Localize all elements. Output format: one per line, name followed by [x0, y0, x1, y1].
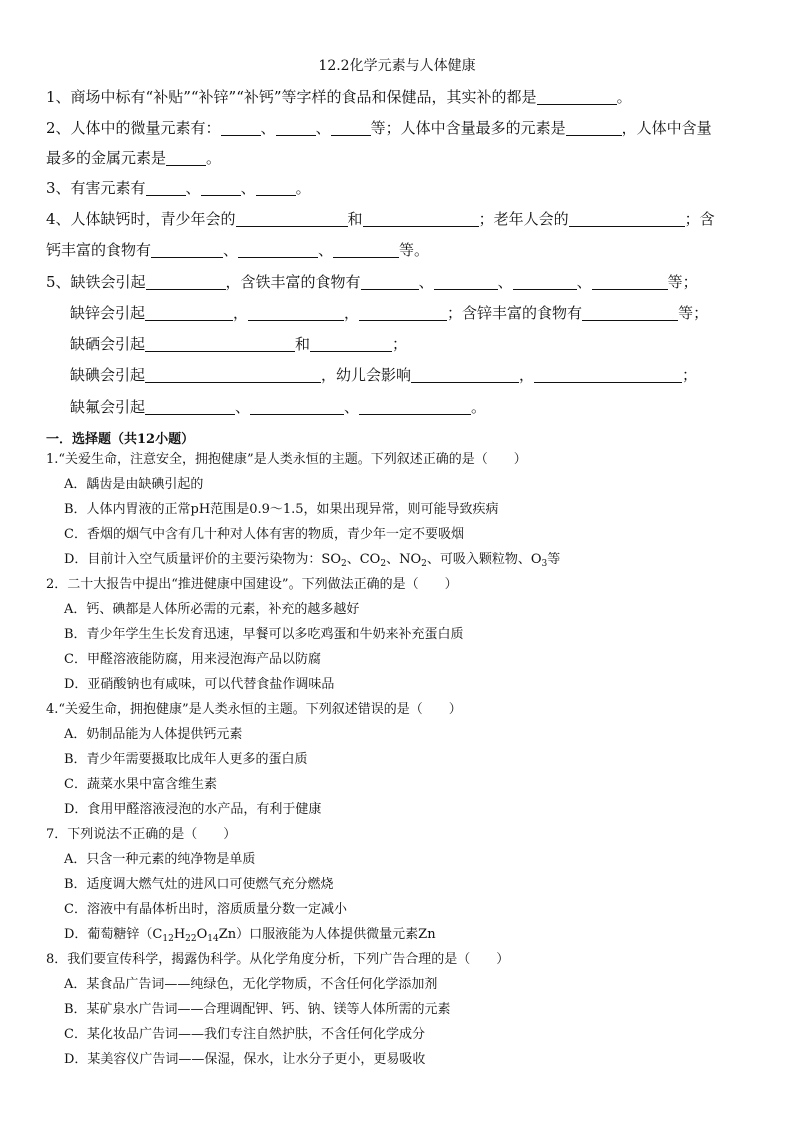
fill-text: 5、缺铁会引起	[46, 273, 146, 291]
subscript: 12	[162, 934, 174, 944]
answer-blank[interactable]	[333, 239, 399, 258]
fill-line-2	[46, 113, 754, 143]
fill-line-7	[46, 267, 754, 297]
option-text: Zn）口服液能为人体提供微量元素Zn	[218, 927, 436, 942]
fill-line-5	[46, 204, 754, 234]
fill-text: 等。	[399, 241, 430, 259]
answer-blank[interactable]	[582, 302, 678, 321]
option-c[interactable]: C．蔬菜水果中富含维生素	[64, 777, 217, 792]
answer-blank[interactable]	[592, 271, 668, 290]
option-b[interactable]: B．青少年学生生长发育迅速，早餐可以多吃鸡蛋和牛奶来补充蛋白质	[64, 627, 464, 642]
separator: 、	[235, 398, 251, 416]
option-text: D．葡萄糖锌（C	[64, 927, 163, 942]
option-d[interactable]: D．亚硝酸钠也有咸味，可以代替食盐作调味品	[64, 677, 335, 692]
answer-blank[interactable]	[331, 117, 371, 136]
fill-line-11	[70, 392, 754, 422]
answer-blank[interactable]	[201, 177, 241, 196]
option-text: 、可吸入颗粒物、O	[426, 552, 542, 567]
answer-blank[interactable]	[566, 117, 622, 136]
answer-blank[interactable]	[310, 333, 392, 352]
fill-text: 。	[206, 149, 222, 167]
fill-text: ；含锌丰富的食物有	[447, 304, 583, 322]
fill-text: 缺氟会引起	[70, 398, 146, 416]
fill-line-6	[46, 235, 754, 265]
fill-line-1	[46, 82, 754, 112]
question-stem: 4.“关爱生命，拥抱健康”是人类永恒的主题。下列叙述错误的是（ ）	[46, 702, 462, 717]
answer-blank[interactable]	[569, 208, 685, 227]
fill-text: 和	[295, 335, 311, 353]
option-text: D．目前计入空气质量评价的主要污染物为：SO	[64, 552, 341, 567]
option-a[interactable]: A．某食品广告词——纯绿色，无化学物质，不含任何化学添加剂	[64, 977, 438, 992]
option-a[interactable]: A．钙、碘都是人体所必需的元素，补充的越多越好	[64, 602, 360, 617]
answer-blank[interactable]	[534, 364, 682, 383]
option-text: 、CO	[346, 552, 381, 567]
option-b[interactable]: B．人体内胃液的正常pH范围是0.9～1.5，如果出现异常，则可能导致疾病	[64, 502, 499, 517]
option-text: 等	[547, 552, 561, 567]
answer-blank[interactable]	[248, 302, 344, 321]
fill-line-10	[70, 360, 754, 390]
separator: 、	[418, 273, 434, 291]
answer-blank[interactable]	[238, 239, 318, 258]
option-text: O	[196, 927, 208, 942]
option-a[interactable]: A．只含一种元素的纯净物是单质	[64, 852, 256, 867]
fill-line-4	[46, 173, 754, 203]
subscript: 2	[380, 559, 387, 569]
fill-text: 钙丰富的食物有	[46, 241, 152, 259]
answer-blank[interactable]	[221, 117, 261, 136]
fill-line-9	[70, 329, 754, 359]
answer-blank[interactable]	[145, 333, 295, 352]
separator: 、	[497, 273, 513, 291]
option-text: H	[173, 927, 186, 942]
fill-text: ；老年人会的	[478, 210, 569, 228]
option-d[interactable]: D．食用甲醛溶液浸泡的水产品，有利于健康	[64, 802, 322, 817]
separator: 、	[318, 241, 334, 259]
answer-blank[interactable]	[145, 364, 321, 383]
answer-blank[interactable]	[359, 396, 471, 415]
answer-blank[interactable]	[361, 271, 419, 290]
section-title: 一．选择题（共12小题）	[46, 432, 195, 447]
answer-blank[interactable]	[166, 147, 206, 166]
option-b[interactable]: B．某矿泉水广告词——合理调配钾、钙、钠、镁等人体所需的元素	[64, 1002, 451, 1017]
answer-blank[interactable]	[363, 208, 479, 227]
fill-text: ，人体中含量	[621, 119, 712, 137]
option-c[interactable]: C．甲醛溶液能防腐，用来浸泡海产品以防腐	[64, 652, 321, 667]
separator: 、	[576, 273, 592, 291]
option-c[interactable]: C．香烟的烟气中含有几十种对人体有害的物质，青少年一定不要吸烟	[64, 527, 464, 542]
separator: 、	[240, 179, 256, 197]
fill-text: ，含铁丰富的食物有	[225, 273, 361, 291]
separator: ，	[519, 366, 535, 384]
fill-text: 缺锌会引起	[70, 304, 146, 322]
separator: ，	[344, 304, 360, 322]
fill-text: ，幼儿会影响	[321, 366, 412, 384]
option-a[interactable]: A．龋齿是由缺碘引起的	[64, 477, 204, 492]
answer-blank[interactable]	[359, 302, 447, 321]
fill-text: 等；	[678, 304, 709, 322]
option-c[interactable]: C．溶液中有晶体析出时，溶质质量分数一定减小	[64, 902, 347, 917]
question-stem: 1.“关爱生命，注意安全，拥抱健康”是人类永恒的主题。下列叙述正确的是（ ）	[46, 452, 527, 467]
fill-text: 最多的金属元素是	[46, 149, 167, 167]
fill-text: ；	[392, 335, 408, 353]
fill-text: 3、有害元素有	[46, 179, 146, 197]
fill-line-3	[46, 143, 754, 173]
answer-blank[interactable]	[537, 86, 617, 105]
question-stem: 8．我们要宣传科学，揭露伪科学。从化学角度分析，下列广告合理的是（ ）	[46, 952, 510, 967]
option-c[interactable]: C．某化妆品广告词——我们专注自然护肤，不含任何化学成分	[64, 1027, 425, 1042]
fill-text: 。	[616, 88, 632, 106]
fill-text: 。	[295, 179, 311, 197]
answer-blank[interactable]	[146, 271, 226, 290]
fill-text: 等；人体中含量最多的元素是	[370, 119, 566, 137]
fill-text: ；	[682, 366, 698, 384]
answer-blank[interactable]	[146, 177, 186, 196]
fill-text: 4、人体缺钙时，青少年会的	[46, 210, 236, 228]
option-b[interactable]: B．适度调大燃气灶的进风口可使燃气充分燃烧	[64, 877, 334, 892]
fill-text: 和	[347, 210, 363, 228]
answer-blank[interactable]	[236, 208, 348, 227]
separator: 、	[344, 398, 360, 416]
fill-text: 1、商场中标有“补贴”“补锌”“补钙”等字样的食品和保健品，其实补的都是	[46, 88, 537, 106]
separator: 、	[260, 119, 276, 137]
answer-blank[interactable]	[250, 396, 344, 415]
fill-text: ；含	[684, 210, 715, 228]
page-title: 12.2化学元素与人体健康	[318, 58, 476, 74]
answer-blank[interactable]	[145, 396, 235, 415]
subscript: 22	[185, 934, 197, 944]
option-text: 、NO	[386, 552, 422, 567]
question-stem: 2．二十大报告中提出“推进健康中国建设”。下列做法正确的是（ ）	[46, 577, 458, 592]
answer-blank[interactable]	[276, 117, 316, 136]
option-d[interactable]: D．某美容仪广告词——保湿，保水，让水分子更小，更易吸收	[64, 1052, 426, 1067]
fill-text: 。	[471, 398, 487, 416]
option-b[interactable]: B．青少年需要摄取比成年人更多的蛋白质	[64, 752, 308, 767]
fill-text: 缺碘会引起	[70, 366, 146, 384]
separator: 、	[315, 119, 331, 137]
answer-blank[interactable]	[513, 271, 577, 290]
subscript: 2	[421, 559, 427, 569]
option-d[interactable]	[64, 550, 560, 570]
answer-blank[interactable]	[256, 177, 296, 196]
separator: 、	[185, 179, 201, 197]
answer-blank[interactable]	[151, 239, 223, 258]
option-a[interactable]: A．奶制品能为人体提供钙元素	[64, 727, 243, 742]
subscript: 2	[341, 559, 347, 569]
subscript: 3	[541, 559, 548, 569]
option-d[interactable]	[64, 925, 436, 945]
fill-text: 2、人体中的微量元素有：	[46, 119, 221, 137]
answer-blank[interactable]	[434, 271, 498, 290]
separator: 、	[223, 241, 239, 259]
question-stem: 7．下列说法不正确的是（ ）	[46, 827, 237, 842]
answer-blank[interactable]	[145, 302, 233, 321]
fill-text: 等；	[667, 273, 698, 291]
subscript: 14	[207, 934, 219, 944]
fill-line-8	[70, 298, 754, 328]
separator: ，	[233, 304, 249, 322]
answer-blank[interactable]	[411, 364, 519, 383]
fill-text: 缺硒会引起	[70, 335, 146, 353]
